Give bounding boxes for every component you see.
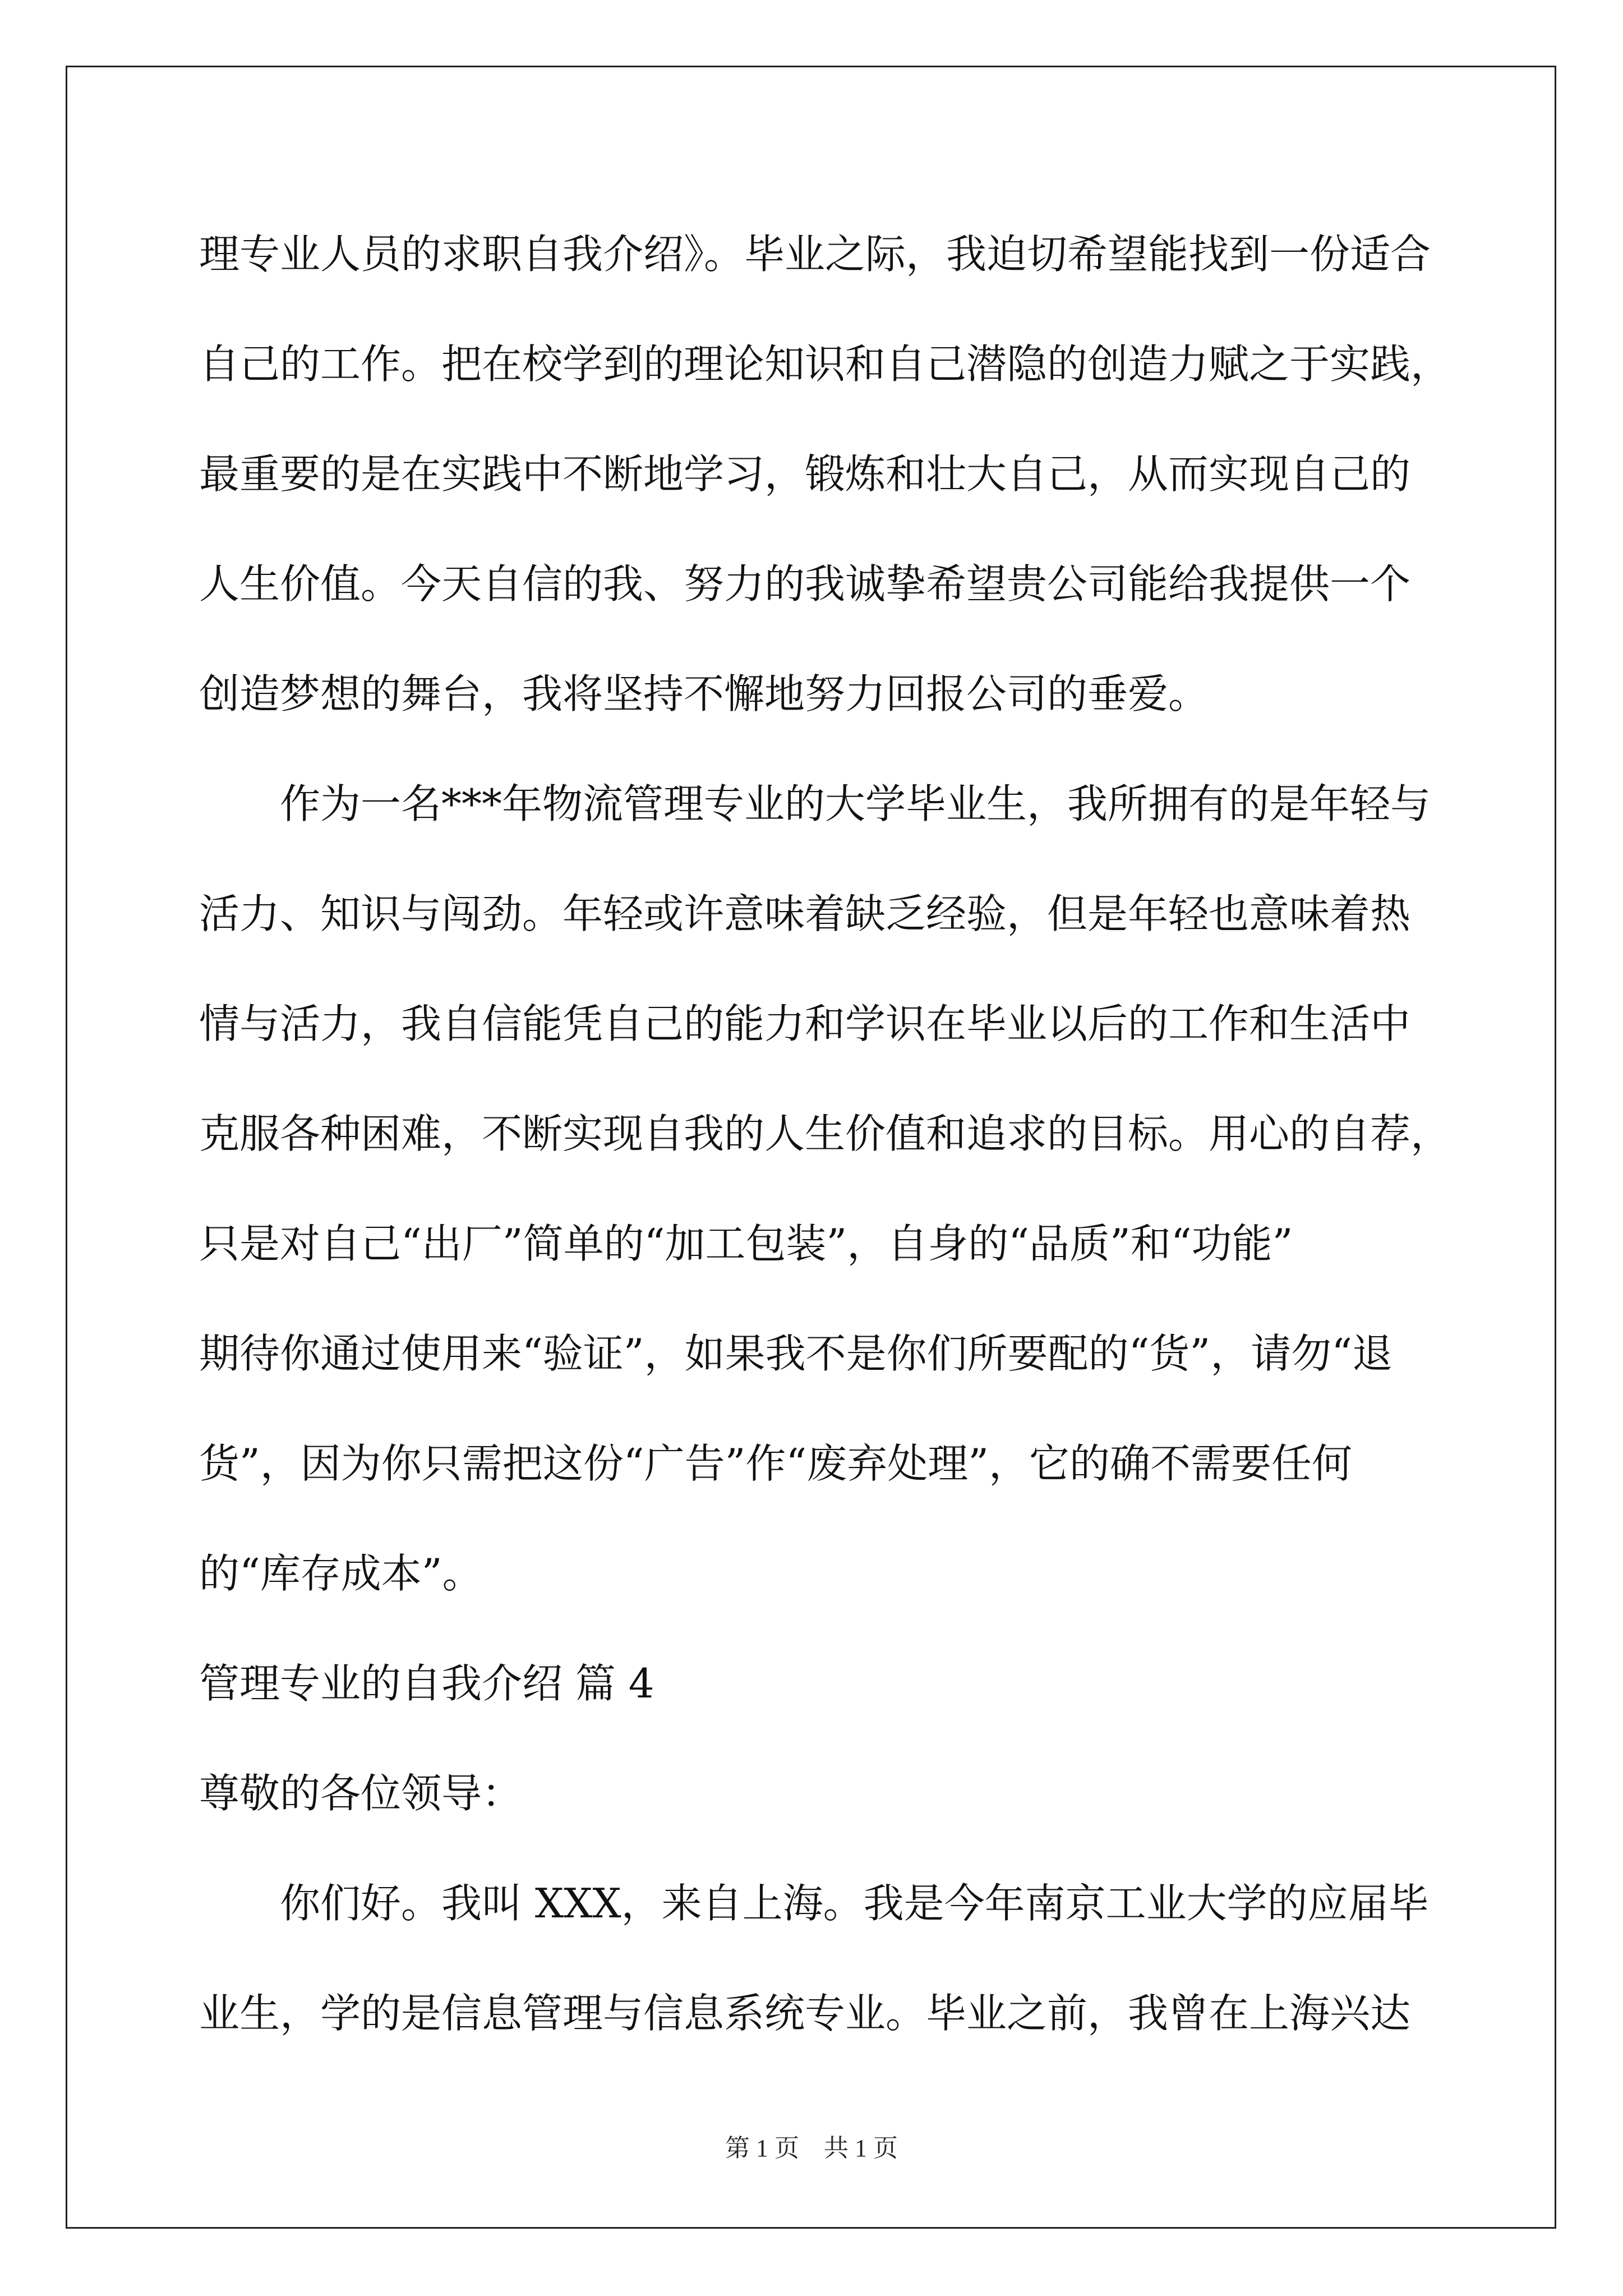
text-line: 货”，因为你只需把这份“广告”作“废弃处理”，它的确不需要任何 (199, 1440, 1353, 1487)
paragraph-first-line: 你们好。我叫 XXX，来自上海。我是今年南京工业大学的应届毕 (280, 1880, 1429, 1927)
text-line: 期待你通过使用来“验证”，如果我不是你们所要配的“货”，请勿“退 (199, 1330, 1393, 1377)
document-body (199, 199, 1467, 2068)
text-line: 理专业人员的求职自我介绍》。毕业之际，我迫切希望能找到一份适合 (199, 231, 1431, 278)
text-line: 活力、知识与闯劲。年轻或许意味着缺乏经验，但是年轻也意味着热 (199, 890, 1411, 937)
text-line: 最重要的是在实践中不断地学习，锻炼和壮大自己，从而实现自己的 (199, 450, 1411, 498)
text-line: 只是对自己“出厂”简单的“加工包装”，自身的“品质”和“功能” (199, 1220, 1293, 1267)
text-line: 的“库存成本”。 (199, 1550, 483, 1597)
salutation: 尊敬的各位领导： (199, 1770, 523, 1817)
page-number: 第 1 页 共 1 页 (725, 2134, 898, 2162)
paragraph-first-line: 作为一名***年物流管理专业的大学毕业生，我所拥有的是年轻与 (280, 780, 1431, 827)
text-line: 克服各种困难，不断实现自我的人生价值和追求的目标。用心的自荐， (199, 1110, 1451, 1157)
section-heading: 管理专业的自我介绍 篇 4 (199, 1660, 654, 1707)
text-line: 创造梦想的舞台，我将坚持不懈地努力回报公司的垂爱。 (199, 670, 1209, 717)
text-line: 业生，学的是信息管理与信息系统专业。毕业之前，我曾在上海兴达 (199, 1990, 1411, 2037)
text-line: 自己的工作。把在校学到的理论知识和自己潜隐的创造力赋之于实践， (199, 341, 1451, 388)
text-line: 情与活力，我自信能凭自己的能力和学识在毕业以后的工作和生活中 (199, 1000, 1411, 1047)
text-line: 人生价值。今天自信的我、努力的我诚挚希望贵公司能给我提供一个 (199, 560, 1411, 608)
